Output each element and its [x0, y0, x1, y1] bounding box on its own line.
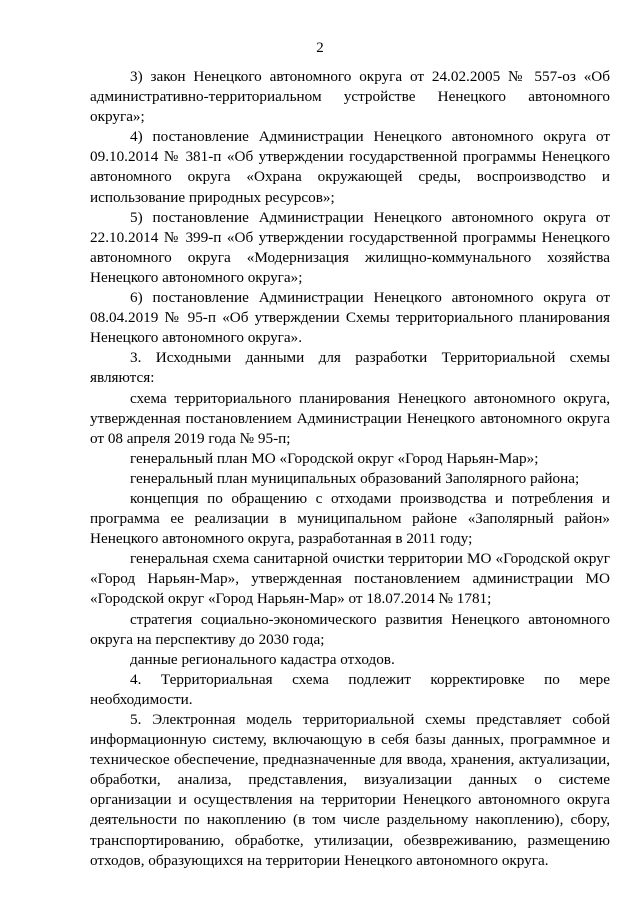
paragraph-planning-scheme: схема территориального планирования Ненецкого автономного округа, утвержденная постановлением Администрации Ненецкого автономного округа от 08 апреля 2019 года № 95-п;: [90, 389, 610, 447]
paragraph-decree-381: 4) постановление Администрации Ненецкого автономного округа от 09.10.2014 № 381-п «Об утверждении государственной программы Ненецкого автономного округа «Охрана окружающей среды, воспроизводство и использование природных ресурсов»;: [90, 128, 610, 206]
paragraph-section-3: 3. Исходными данными для разработки Территориальной схемы являются:: [90, 349, 610, 387]
paragraph-section-5: 5. Электронная модель территориальной схемы представляет собой информационную систему, включающую в себя базы данных, программное и техническое обеспечение, предназначенные для ввода, хранения, актуализации, обработки, анализа, представления, визуализации данных о системе организации и осуществления на территории Ненецкого автономного округа деятельности по накоплению (в том числе раздельному накоплению), сбору, транспортированию, обработке, утилизации, обезвреживанию, размещению отходов, образующихся на территории Ненецкого автономного округа.: [90, 711, 610, 869]
paragraph-waste-concept: концепция по обращению с отходами производства и потребления и программа ее реализации в муниципальном районе «Заполярный район» Ненецкого автономного округа, разработанная в 2011 году;: [90, 489, 610, 548]
paragraph-general-plan-naryan-mar: генеральный план МО «Городской округ «Город Нарьян-Мар»;: [130, 449, 539, 467]
paragraph-section-4: 4. Территориальная схема подлежит корректировке по мере необходимости.: [90, 670, 610, 708]
paragraph-sanitary-scheme: генеральная схема санитарной очистки территории МО «Городской округ «Город Нарьян-Мар», утвержденная постановлением администрации МО «Городской округ «Город Нарьян-Мар» от 18.07.2014 № 1781;: [90, 550, 610, 608]
paragraph-waste-cadastre: данные регионального кадастра отходов.: [130, 650, 395, 668]
paragraph-decree-399: 5) постановление Администрации Ненецкого автономного округа от 22.10.2014 № 399-п «Об утверждении государственной программы Ненецкого автономного округа «Модернизация жилищно-коммунального хозяйства Ненецкого автономного округа»;: [90, 208, 610, 286]
document-body: [90, 67, 610, 871]
paragraph-general-plan-zapolyarny: генеральный план муниципальных образований Заполярного района;: [130, 469, 580, 487]
paragraph-decree-95: 6) постановление Администрации Ненецкого автономного округа от 08.04.2019 № 95-п «Об утверждении Схемы территориального планирования Ненецкого автономного округа».: [90, 289, 610, 347]
paragraph-law-557: 3) закон Ненецкого автономного округа от 24.02.2005 № 557-оз «Об административно-территориальном устройстве Ненецкого автономного округа»;: [90, 68, 610, 126]
page-number: 2: [316, 40, 324, 56]
paragraph-strategy-2030: стратегия социально-экономического развития Ненецкого автономного округа на перспективу до 2030 года;: [90, 610, 610, 648]
